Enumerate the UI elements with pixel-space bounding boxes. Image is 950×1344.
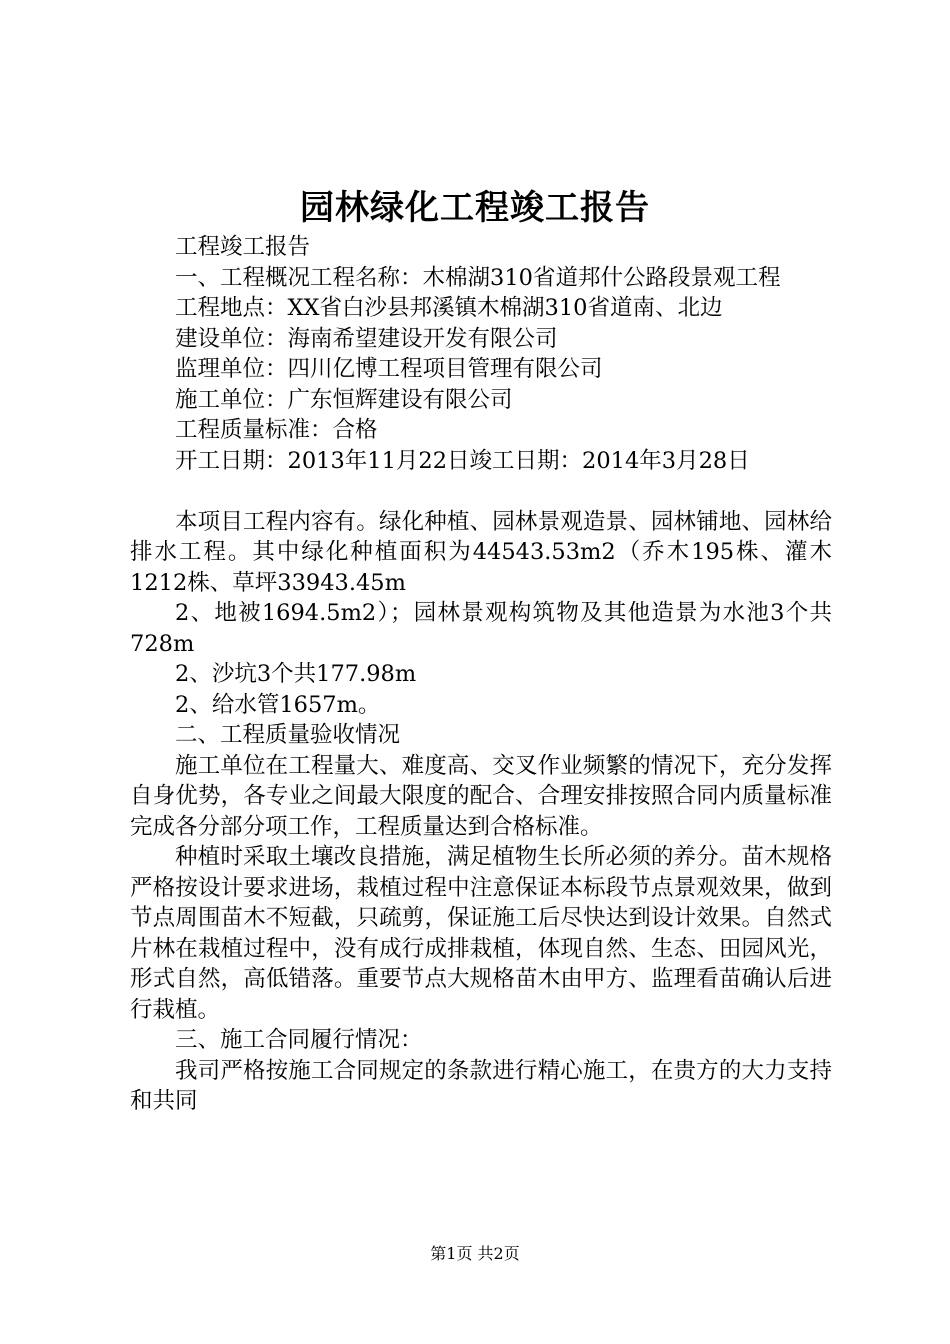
paragraph-project-location: 工程地点：XX省白沙县邦溪镇木棉湖310省道南、北边 — [175, 295, 723, 321]
paragraph-quality-description: 施工单位在工程量大、难度高、交叉作业频繁的情况下，充分发挥自身优势，各专业之间最大限度的配合、合理安排按照合同内质量标准完成各分部分项工作，工程质量达到合格标准。 — [130, 752, 832, 840]
paragraph-contractor: 施工单位：广东恒辉建设有限公司 — [175, 386, 513, 413]
paragraph-supervision-unit: 监理单位：四川亿博工程项目管理有限公司 — [175, 356, 603, 382]
paragraph-planting-description: 种植时采取土壤改良措施，满足植物生长所必须的养分。苗木规格严格按设计要求进场，栽植过程中注意保证本标段节点景观效果，做到节点周围苗木不短截，只疏剪，保证施工后尽快达到设计效果。自然式片林在栽植过程中，没有成行成排栽植，体现自然、生态、田园风光，形式自然，高低错落。重要节点大规格苗木由甲方、监理看苗确认后进行栽植。 — [130, 844, 832, 1023]
document-body — [130, 232, 832, 1117]
page-footer: 第1页 共2页 — [430, 1244, 520, 1263]
paragraph-contract-description: 我司严格按施工合同规定的条款进行精心施工，在贵方的大力支持和共同 — [130, 1057, 832, 1114]
paragraph-report-heading: 工程竣工报告 — [175, 234, 311, 260]
section-heading-quality: 二、工程质量验收情况 — [175, 722, 401, 748]
paragraph-construction-unit: 建设单位：海南希望建设开发有限公司 — [175, 325, 558, 352]
paragraph-dates: 开工日期：2013年11月22日竣工日期：2014年3月28日 — [175, 447, 750, 474]
paragraph-water-pipe: 2、给水管1657m。 — [175, 691, 381, 718]
paragraph-sandpit: 2、沙坑3个共177.98m — [175, 661, 417, 687]
paragraph-quality-standard: 工程质量标准：合格 — [175, 417, 378, 443]
document-title: 园林绿化工程竣工报告 — [300, 188, 650, 228]
paragraph-project-name: 一、工程概况工程名称：木棉湖310省道邦什公路段景观工程 — [175, 264, 781, 291]
section-heading-contract: 三、施工合同履行情况： — [175, 1027, 423, 1053]
paragraph-scope: 本项目工程内容有。绿化种植、园林景观造景、园林铺地、园林给排水工程。其中绿化种植面积为44543.53m2（乔木195株、灌木1212株、草坪33943.45m — [130, 508, 832, 596]
paragraph-ground-cover: 2、地被1694.5m2）；园林景观构筑物及其他造景为水池3个共728m — [130, 600, 832, 657]
